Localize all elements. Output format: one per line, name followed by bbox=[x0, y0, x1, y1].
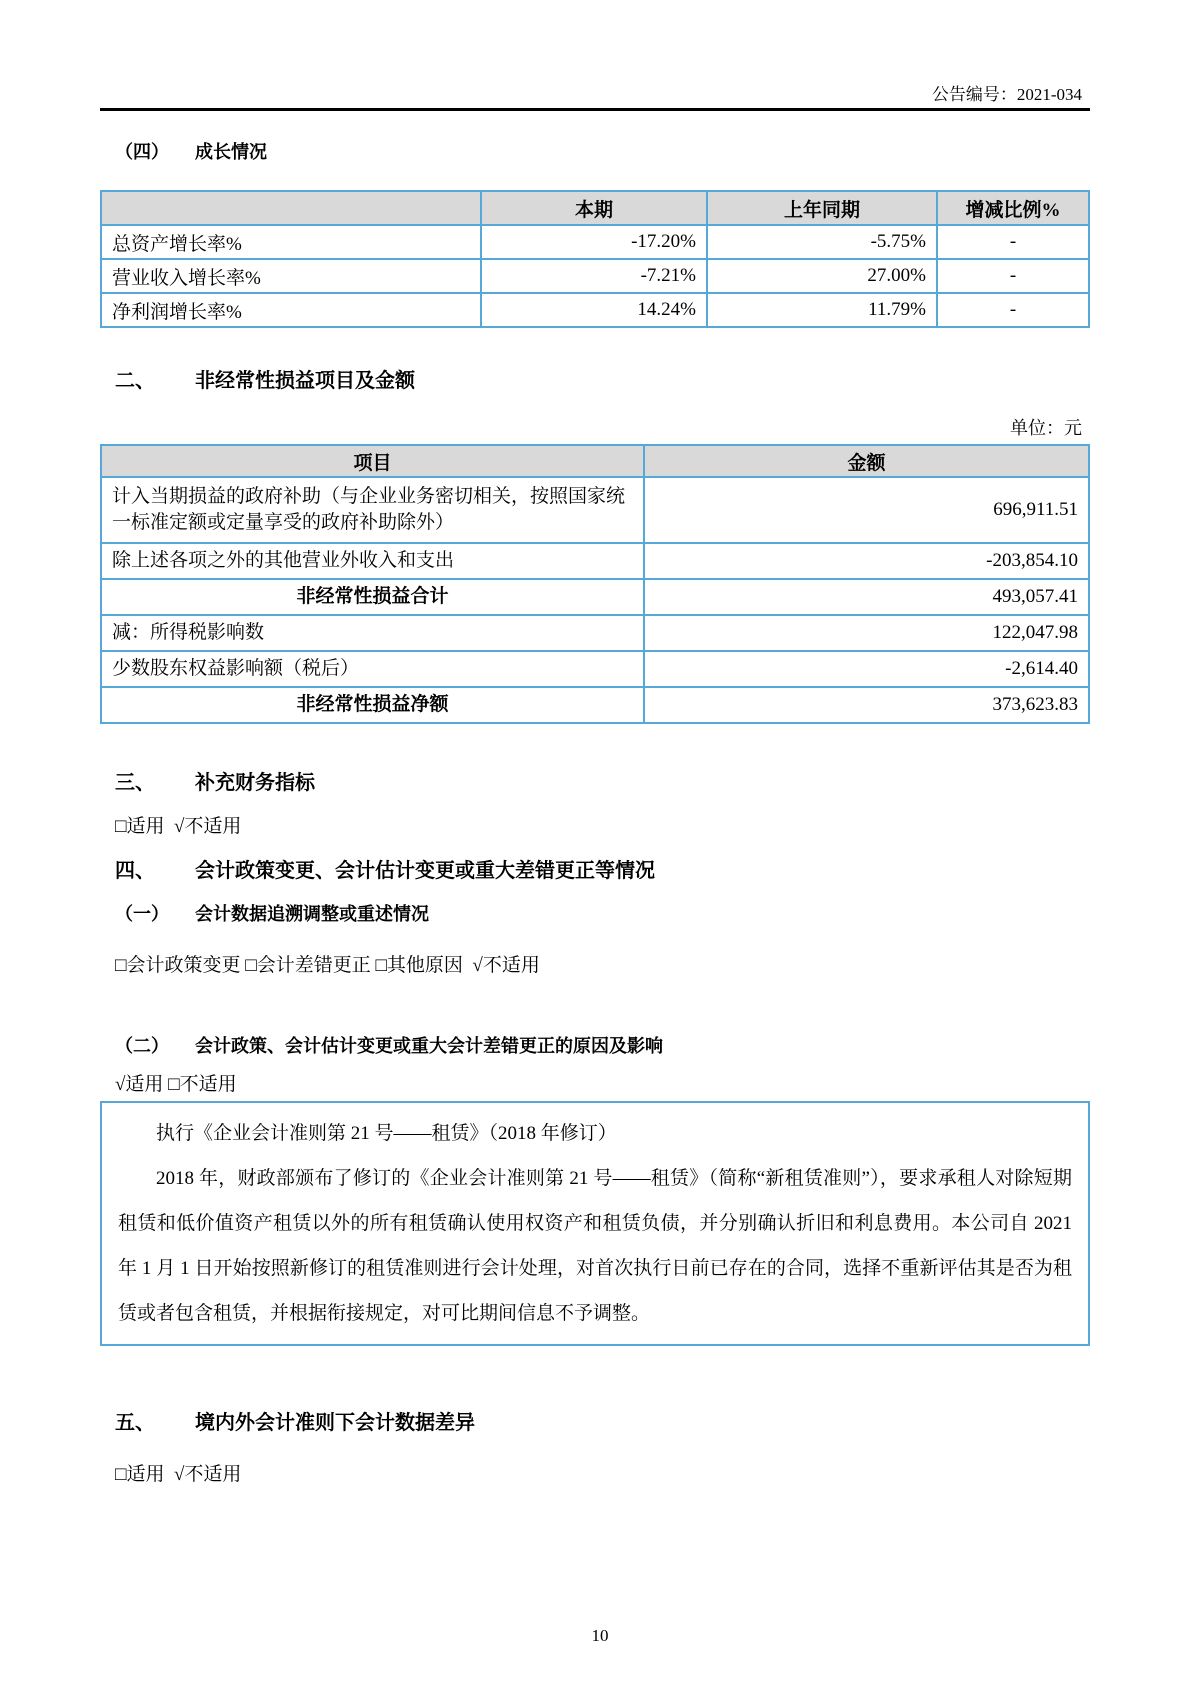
nonrecurring-row-label: 减：所得税影响数 bbox=[101, 615, 644, 651]
growth-row-label: 总资产增长率% bbox=[101, 225, 481, 259]
table-row bbox=[101, 293, 1089, 327]
nonrecurring-row-label: 少数股东权益影响额（税后） bbox=[101, 651, 644, 687]
growth-row-change: - bbox=[937, 225, 1089, 259]
subsection-restatement-num: （一） bbox=[115, 904, 169, 924]
supplementary-applicability: □适用 √不适用 bbox=[115, 816, 242, 837]
section-policy-label: 会计政策变更、会计估计变更或重大差错更正等情况 bbox=[195, 860, 655, 882]
notice-number: 公告编号：2021-034 bbox=[931, 85, 1082, 104]
table-row bbox=[101, 615, 1089, 651]
subsection-reason-label: 会计政策、会计估计变更或重大会计差错更正的原因及影响 bbox=[195, 1036, 663, 1056]
reason-applicability: √适用 □不适用 bbox=[115, 1074, 237, 1095]
growth-table bbox=[100, 190, 1090, 328]
nonrecurring-table-header-row bbox=[101, 445, 1089, 477]
unit-label: 单位：元 bbox=[1010, 418, 1082, 438]
growth-row-prior: 27.00% bbox=[707, 259, 937, 293]
header-rule bbox=[100, 108, 1090, 111]
note-box-paragraph: 2018 年，财政部颁布了修订的《企业会计准则第 21 号——租赁》（简称“新租赁准则”），要求承租人对除短期租赁和低价值资产租赁以外的所有租赁确认使用权资产和租赁负债，并分别确认折旧和利息费用。本公司自 2021 年 1 月 1 日开始按照新修订的租赁准则进行会计处理，对首次执行日前已存在的合同，选择不重新评估其是否为租赁或者包含租赁，并根据衔接规定，对可比期间信息不予调整。 bbox=[118, 1168, 1072, 1324]
nonrecurring-table bbox=[100, 444, 1090, 724]
section-policy-title bbox=[100, 854, 1090, 883]
table-row bbox=[101, 477, 1089, 543]
section-growth-title bbox=[100, 138, 1090, 164]
subsection-reason-num: （二） bbox=[115, 1036, 169, 1056]
restatement-options: □会计政策变更 □会计差错更正 □其他原因 √不适用 bbox=[115, 955, 540, 976]
nonrecurring-row-value: -2,614.40 bbox=[644, 651, 1089, 687]
table-row-total bbox=[101, 687, 1089, 723]
section-difference-num: 五、 bbox=[115, 1412, 155, 1434]
section-growth-num: （四） bbox=[115, 142, 169, 162]
growth-header-metric bbox=[101, 191, 481, 225]
section-nonrecurring-label: 非经常性损益项目及金额 bbox=[195, 370, 415, 392]
growth-row-current: -7.21% bbox=[481, 259, 707, 293]
nonrecurring-header-item: 项目 bbox=[101, 445, 644, 477]
nonrecurring-row-label: 非经常性损益合计 bbox=[101, 579, 644, 615]
nonrecurring-row-label: 计入当期损益的政府补助（与企业业务密切相关，按照国家统一标准定额或定量享受的政府补助除外） bbox=[101, 477, 644, 543]
table-row bbox=[101, 543, 1089, 579]
page-number: 10 bbox=[591, 1626, 609, 1645]
nonrecurring-row-value: 493,057.41 bbox=[644, 579, 1089, 615]
section-policy-num: 四、 bbox=[115, 860, 155, 882]
nonrecurring-row-label: 非经常性损益净额 bbox=[101, 687, 644, 723]
section-difference-label: 境内外会计准则下会计数据差异 bbox=[195, 1412, 475, 1434]
accounting-policy-note-box bbox=[100, 1101, 1090, 1346]
nonrecurring-row-value: 373,623.83 bbox=[644, 687, 1089, 723]
growth-row-change: - bbox=[937, 293, 1089, 327]
growth-row-current: 14.24% bbox=[481, 293, 707, 327]
subsection-restatement-title bbox=[100, 900, 1090, 926]
section-nonrecurring-num: 二、 bbox=[115, 370, 155, 392]
section-supplementary-title bbox=[100, 766, 1090, 795]
table-row-subtotal bbox=[101, 579, 1089, 615]
growth-row-label: 营业收入增长率% bbox=[101, 259, 481, 293]
growth-row-prior: 11.79% bbox=[707, 293, 937, 327]
growth-row-prior: -5.75% bbox=[707, 225, 937, 259]
growth-table-header-row bbox=[101, 191, 1089, 225]
growth-row-current: -17.20% bbox=[481, 225, 707, 259]
growth-header-current: 本期 bbox=[481, 191, 707, 225]
section-supplementary-label: 补充财务指标 bbox=[195, 772, 315, 794]
growth-row-change: - bbox=[937, 259, 1089, 293]
subsection-reason-title bbox=[100, 1032, 1090, 1058]
nonrecurring-row-value: 696,911.51 bbox=[644, 477, 1089, 543]
table-row bbox=[101, 651, 1089, 687]
note-box-intro: 执行《企业会计准则第 21 号——租赁》（2018 年修订） bbox=[156, 1123, 617, 1144]
nonrecurring-row-value: -203,854.10 bbox=[644, 543, 1089, 579]
section-growth-label: 成长情况 bbox=[195, 142, 267, 162]
section-difference-title bbox=[100, 1406, 1090, 1435]
subsection-restatement-label: 会计数据追溯调整或重述情况 bbox=[195, 904, 429, 924]
table-row bbox=[101, 259, 1089, 293]
growth-row-label: 净利润增长率% bbox=[101, 293, 481, 327]
section-nonrecurring-title bbox=[100, 364, 1090, 393]
growth-header-change: 增减比例% bbox=[937, 191, 1089, 225]
table-row bbox=[101, 225, 1089, 259]
nonrecurring-row-value: 122,047.98 bbox=[644, 615, 1089, 651]
nonrecurring-row-label: 除上述各项之外的其他营业外收入和支出 bbox=[101, 543, 644, 579]
section-supplementary-num: 三、 bbox=[115, 772, 155, 794]
nonrecurring-header-amount: 金额 bbox=[644, 445, 1089, 477]
growth-header-prior: 上年同期 bbox=[707, 191, 937, 225]
difference-applicability: □适用 √不适用 bbox=[115, 1464, 242, 1485]
